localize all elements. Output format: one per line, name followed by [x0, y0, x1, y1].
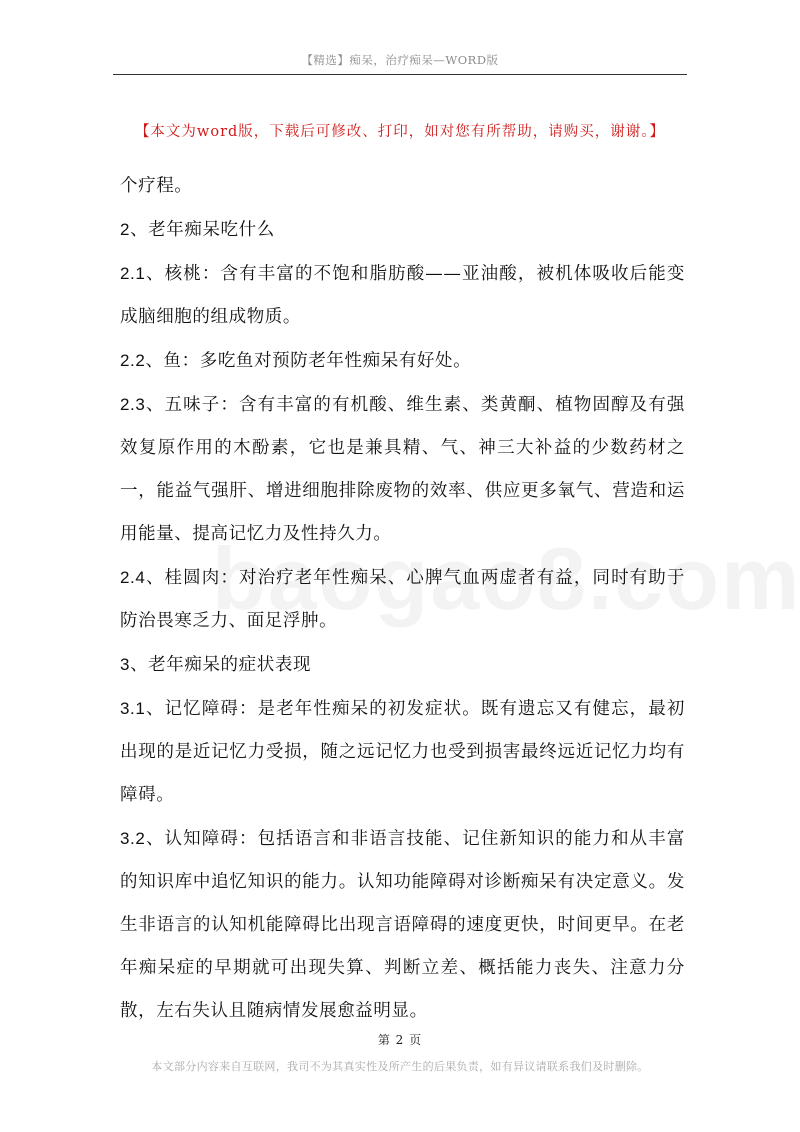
page-number: [0, 1031, 800, 1048]
section-heading: [120, 208, 685, 252]
paragraph: [120, 687, 685, 817]
document-body: [120, 164, 685, 1033]
page-footer-disclaimer: 本文部分内容来自互联网，我司不为其真实性及所产生的后果负责，如有异议请联系我们及时删除。: [151, 1060, 649, 1073]
paragraph: [120, 556, 685, 643]
paragraph: [120, 339, 685, 383]
paragraph: [120, 164, 685, 208]
paragraph-text: 个疗程。: [120, 176, 193, 196]
paragraph-text: 、记忆障碍：是老年性痴呆的初发症状。既有遗忘又有健忘，最初出现的是近记忆力受损，随之远记忆力也受到损害最终远近记忆力均有障碍。: [120, 699, 685, 805]
paragraph-text: 、老年痴呆吃什么: [130, 220, 275, 240]
page-number-suffix: 页: [409, 1033, 423, 1047]
section-number: 3.1: [120, 699, 146, 718]
page-number-prefix: 第: [377, 1033, 391, 1047]
paragraph: [120, 252, 685, 339]
section-number: 3.2: [120, 829, 146, 848]
edit-notice-banner: 【本文为word版，下载后可修改、打印，如对您有所帮助，请购买，谢谢。】: [134, 124, 666, 140]
paragraph-text: 、鱼：多吃鱼对预防老年性痴呆有好处。: [145, 351, 472, 371]
section-number: 2.4: [120, 568, 146, 587]
paragraph-text: 、老年痴呆的症状表现: [130, 655, 312, 675]
paragraph: [120, 383, 685, 556]
section-number: 2: [120, 220, 131, 239]
page-number-value: 2: [395, 1033, 405, 1047]
paragraph-text: 、五味子：含有丰富的有机酸、维生素、类黄酮、植物固醇及有强效复原作用的木酚素，它也是兼具精、气、神三大补益的少数药材之一，能益气强肝、增进细胞排除废物的效率、供应更多氧气、营造和运用能量、提高记忆力及性持久力。: [120, 395, 685, 544]
paragraph-text: 、核桃：含有丰富的不饱和脂肪酸——亚油酸，被机体吸收后能变成脑细胞的组成物质。: [120, 264, 685, 327]
section-number: 2.2: [120, 351, 146, 370]
paragraph: [120, 817, 685, 1033]
section-number: 2.3: [120, 395, 146, 414]
page-header-title: 【精选】痴呆，治疗痴呆—WORD版: [301, 53, 499, 67]
section-heading: [120, 643, 685, 687]
section-number: 2.1: [120, 264, 146, 283]
section-number: 3: [120, 655, 131, 674]
paragraph-text: 、认知障碍：包括语言和非语言技能、记住新知识的能力和从丰富的知识库中追忆知识的能力。认知功能障碍对诊断痴呆有决定意义。发生非语言的认知机能障碍比出现言语障碍的速度更快，时间更早。在老年痴呆症的早期就可出现失算、判断立差、概括能力丧失、注意力分散，左右失认且随病情发展愈益明显。: [120, 829, 685, 1021]
paragraph-text: 、桂圆肉：对治疗老年性痴呆、心脾气血两虚者有益，同时有助于防治畏寒乏力、面足浮肿。: [120, 568, 685, 631]
header-divider: [113, 74, 687, 75]
